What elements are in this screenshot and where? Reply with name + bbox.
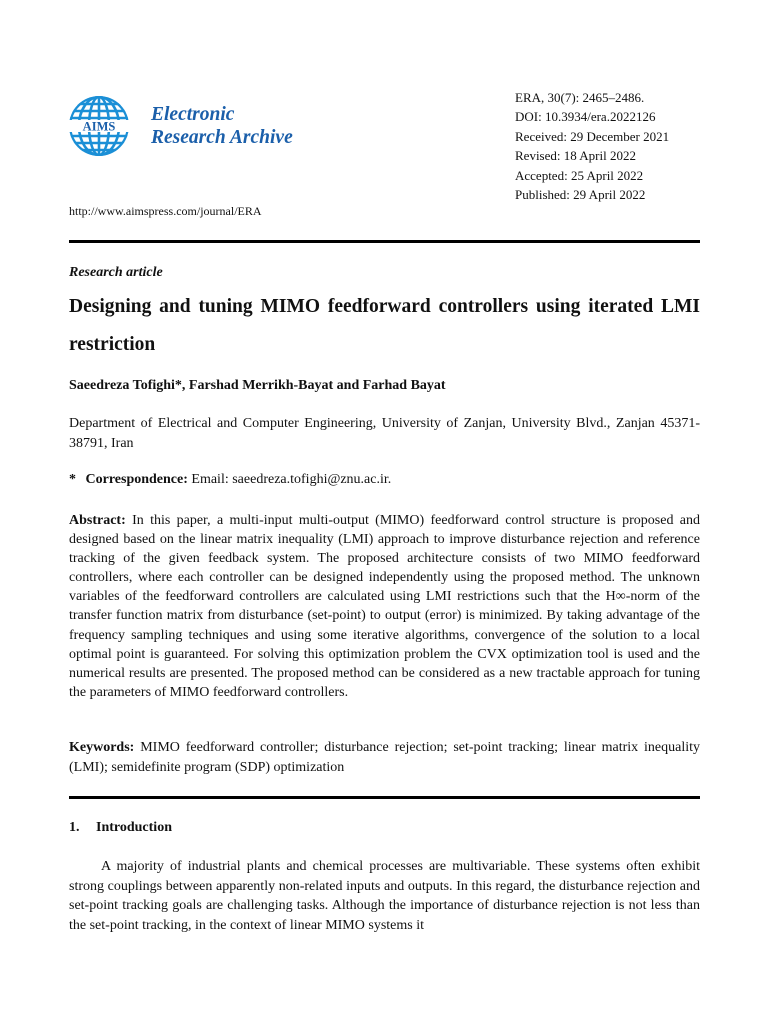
article-title: Designing and tuning MIMO feedforward controllers using iterated LMI restriction (69, 296, 700, 355)
section-heading-introduction (69, 820, 172, 836)
pub-revised: Revised: 18 April 2022 (515, 148, 636, 164)
correspondence-email[interactable]: Email: saeedreza.tofighi@znu.ac.ir. (191, 472, 392, 487)
journal-name (151, 103, 293, 149)
pub-accepted: Accepted: 25 April 2022 (515, 167, 644, 183)
correspondence-label: Correspondence: (85, 472, 188, 487)
article-type: Research article (69, 265, 163, 280)
section-number: 1. (69, 820, 80, 835)
keywords-label: Keywords: (69, 740, 135, 755)
pub-received: Received: 29 December 2021 (515, 128, 670, 144)
abstract-rule (69, 796, 700, 799)
abstract-text: In this paper, a multi-input multi-output (MIMO) feedforward control structure is proposed and designed based on the linear matrix inequality (LMI) approach to improve disturbance rejection and reference tracking of the given feedback system. The proposed architecture consists of two MIMO feedforward controllers, where each controller can be designed independently using the proposed method. The unknown variables of the feedforward controllers are calculated using LMI restrictions such that the H∞-norm of the transfer function matrix from disturbance (set-point) to output (error) is minimized. By taking advantage of the frequency sampling techniques and using some iterative algorithms, convergence of the solution to a local optimal point is guaranteed. For solving this optimization problem the CVX optimization tool is used and the numerical results are presented. The proposed method can be considered as a new tractable approach for tuning the parameters of MIMO feedforward controllers. (69, 513, 700, 700)
introduction-paragraph: A majority of industrial plants and chemical processes are multivariable. These systems often exhibit strong couplings between apparently non-related inputs and outputs. In this regard, the disturbance rejection and set-point tracking goals are challenging tasks. Although the importance of disturbance rejection is not less than the set-point tracking, in the context of linear MIMO systems it (69, 859, 700, 933)
section-title: Introduction (96, 820, 172, 835)
aims-globe-logo (68, 95, 130, 157)
logo-text: AIMS (82, 119, 116, 134)
abstract-label: Abstract: (69, 513, 126, 528)
journal-url[interactable]: http://www.aimspress.com/journal/ERA (69, 204, 262, 218)
correspondence-star: * (69, 472, 76, 487)
keywords (69, 738, 700, 777)
authors: Saeedreza Tofighi*, Farshad Merrikh-Bayat and Farhad Bayat (69, 378, 446, 393)
affiliation: Department of Electrical and Computer Engineering, University of Zanjan, University Blvd., Zanjan 45371-38791, Iran (69, 416, 700, 451)
pub-published: Published: 29 April 2022 (515, 187, 646, 203)
journal-name-line2: Research Archive (151, 127, 293, 148)
header-rule (69, 240, 700, 243)
pub-citation: ERA, 30(7): 2465–2486. (515, 90, 645, 105)
abstract (69, 511, 700, 702)
journal-name-line1: Electronic (151, 104, 235, 125)
correspondence (69, 472, 391, 488)
publication-info (515, 88, 669, 204)
pub-doi: DOI: 10.3934/era.2022126 (515, 109, 656, 125)
keywords-text: MIMO feedforward controller; disturbance rejection; set-point tracking; linear matrix inequality (LMI); semidefinite program (SDP) optimization (69, 740, 700, 775)
